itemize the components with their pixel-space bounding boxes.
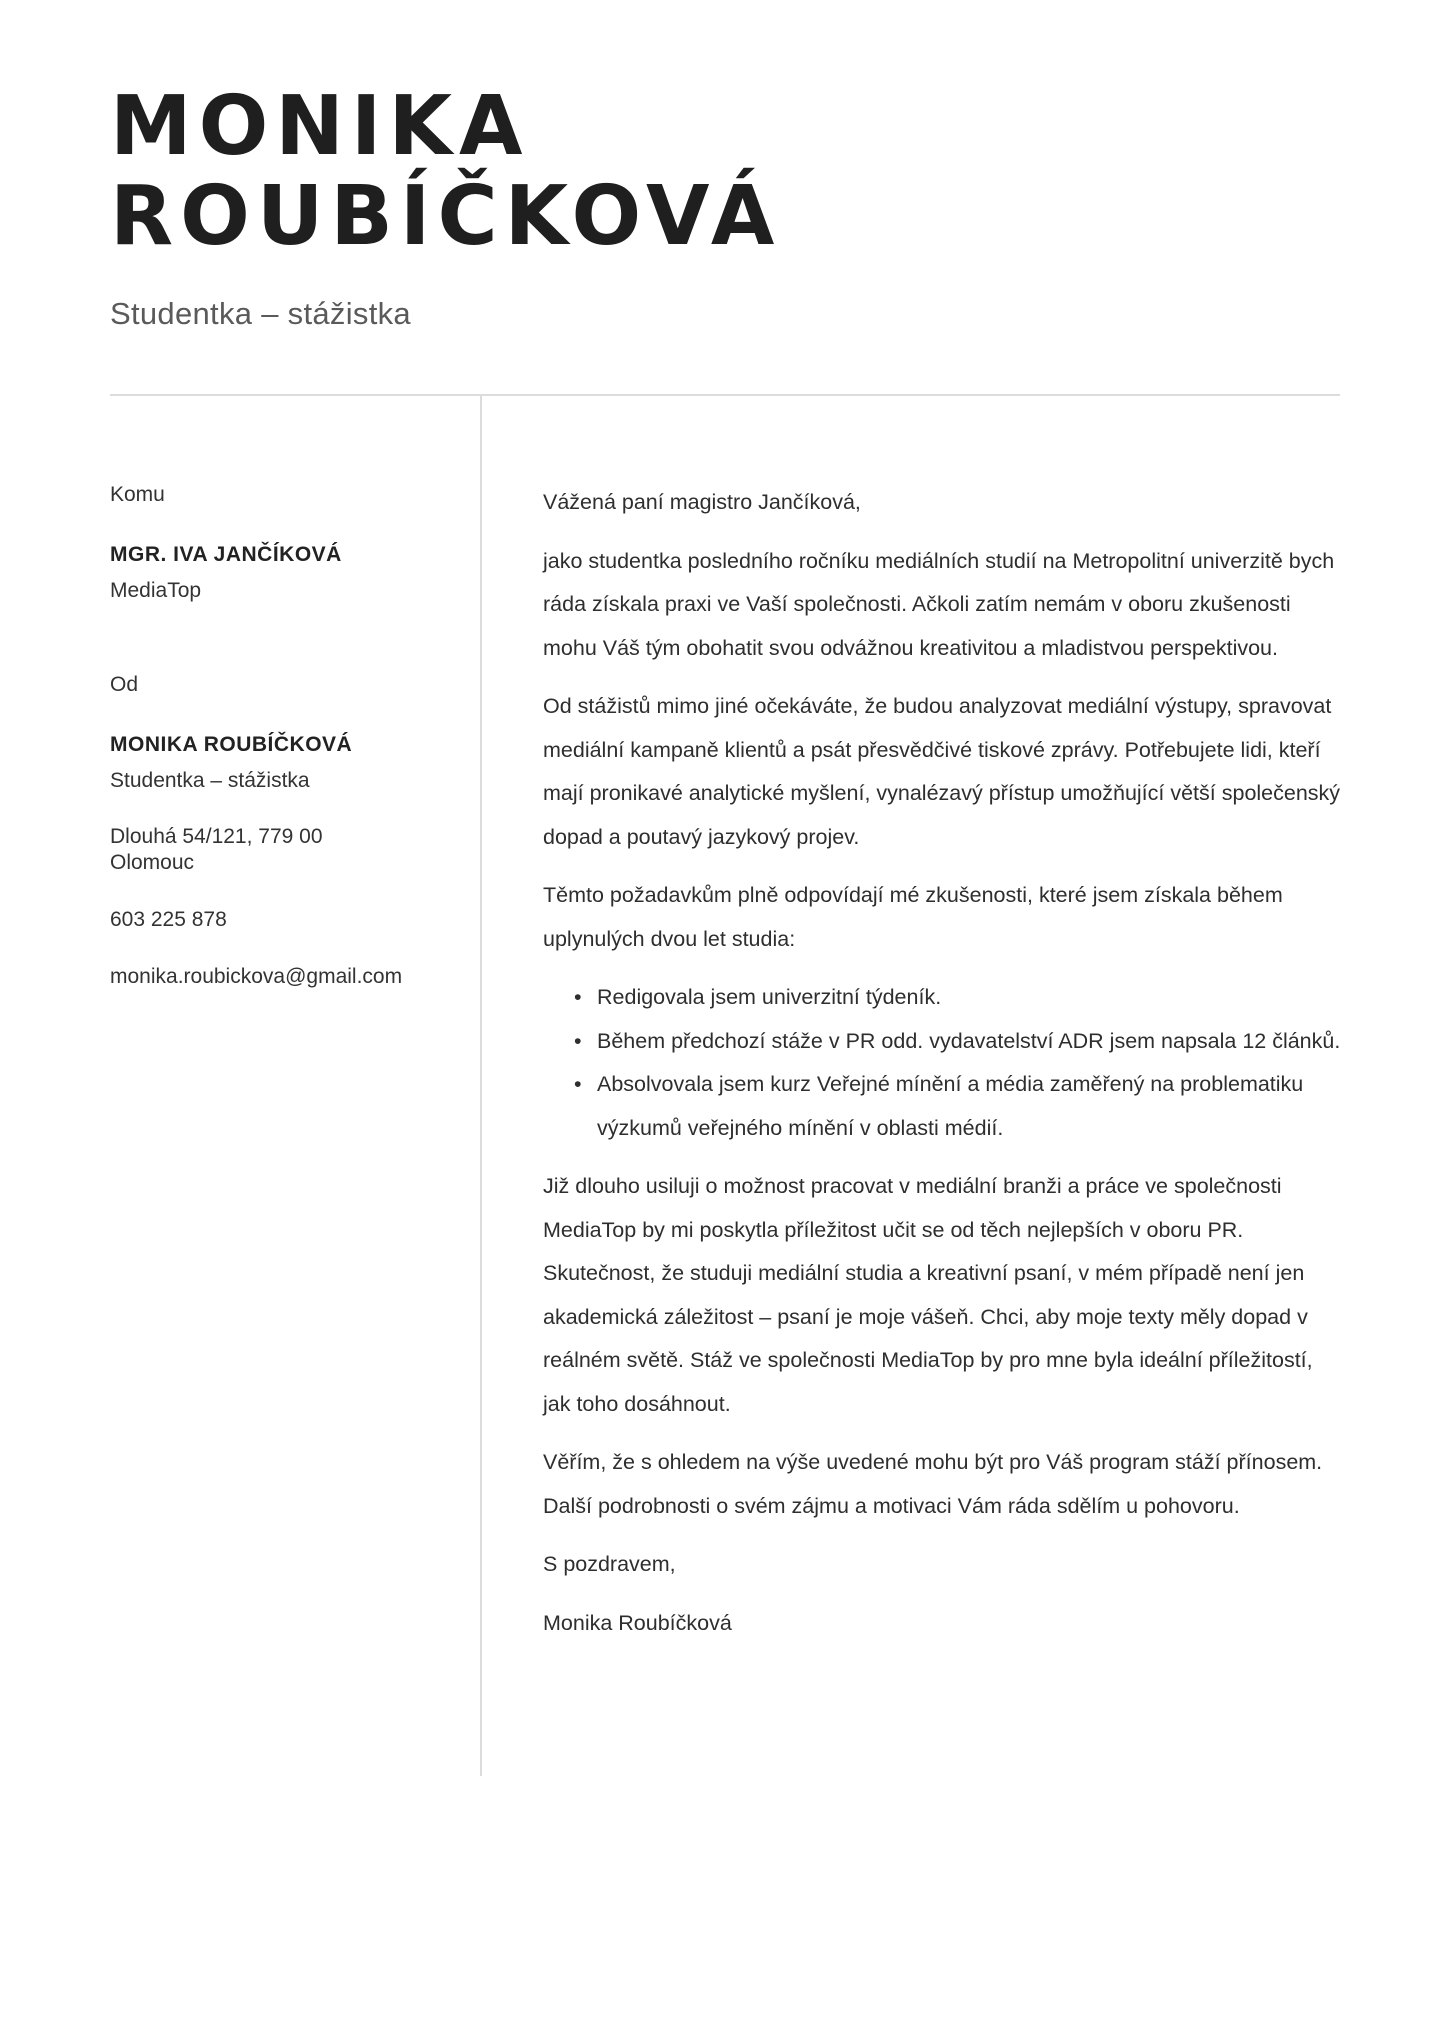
experience-list: [543, 976, 1343, 1150]
header-divider: [110, 394, 1340, 396]
applicant-name-heading: [110, 79, 782, 264]
sender-role: Studentka – stážistka: [110, 769, 310, 792]
column-divider: [480, 396, 482, 1776]
recipient-name: MGR. IVA JANČÍKOVÁ: [110, 543, 342, 566]
bullet-icon: •: [574, 1028, 582, 1053]
recipient-company: MediaTop: [110, 579, 202, 602]
bullet-icon: •: [574, 1072, 582, 1096]
sender-name: MONIKA ROUBÍČKOVÁ: [110, 733, 353, 756]
letter-paragraph-3: Těmto požadavkům plně odpovídají mé zkušenosti, které jsem získala během uplynulých dvou let studia:: [543, 883, 1283, 951]
sender-address: Dlouhá 54/121, 779 00 Olomouc: [110, 825, 323, 874]
letter-signature: Monika Roubíčková: [543, 1610, 732, 1635]
list-item-text: Během předchozí stáže v PR odd. vydavatelství ADR jsem napsala 12 článků.: [597, 1028, 1341, 1053]
name-line-first: MONIKA: [110, 79, 530, 174]
list-item: [543, 1063, 1343, 1150]
bullet-icon: •: [574, 985, 582, 1009]
job-title-subtitle: Studentka – stážistka: [110, 296, 411, 331]
letter-closing: S pozdravem,: [543, 1552, 676, 1576]
list-item: [543, 1020, 1343, 1064]
letter-paragraph-1: jako studentka posledního ročníku mediálních studií na Metropolitní univerzitě bych ráda získala praxi ve Vaší společnosti. Ačkoli zatím nemám v oboru zkušenosti mohu Váš tým obohatit svou odvážnou kreativitou a mladistvou perspektivou.: [543, 548, 1335, 660]
letter-greeting: Vážená paní magistro Jančíková,: [543, 490, 861, 514]
list-item-text: Absolvovala jsem kurz Veřejné mínění a média zaměřený na problematiku výzkumů veřejného mínění v oblasti médií.: [597, 1072, 1304, 1140]
contact-sidebar: [110, 482, 460, 990]
list-item: [543, 976, 1343, 1020]
letter-paragraph-5: Věřím, že s ohledem na výše uvedené mohu být pro Váš program stáží přínosem. Další podrobnosti o svém zájmu a motivaci Vám ráda sdělím u pohovoru.: [543, 1450, 1323, 1518]
sender-phone: 603 225 878: [110, 908, 227, 931]
name-line-last: ROUBÍČKOVÁ: [110, 169, 782, 264]
sender-email: monika.roubickova@gmail.com: [110, 965, 403, 988]
letter-paragraph-2: Od stážistů mimo jiné očekáváte, že budou analyzovat mediální výstupy, spravovat mediální kampaně klientů a psát přesvědčivé tiskové zprávy. Potřebujete lidi, kteří mají pronikavé analytické myšlení, vynalézavý přístup umožňující větší společenský dopad a poutavý jazykový projev.: [543, 694, 1341, 849]
letter-paragraph-4: Již dlouho usiluji o možnost pracovat v mediální branži a práce ve společnosti MediaTop by mi poskytla příležitost učit se od těch nejlepších v oboru PR. Skutečnost, že studuji mediální studia a kreativní psaní, v mém případě není jen akademická záležitost – psaní je moje vášeň. Chci, aby moje texty měly dopad v reálném světě. Stáž ve společnosti MediaTop by pro mne byla ideální příležitostí, jak toho dosáhnout.: [543, 1174, 1313, 1416]
sender-label: Od: [110, 673, 139, 696]
recipient-label: Komu: [110, 483, 165, 506]
letter-body: [543, 481, 1343, 1660]
list-item-text: Redigovala jsem univerzitní týdeník.: [597, 985, 942, 1009]
